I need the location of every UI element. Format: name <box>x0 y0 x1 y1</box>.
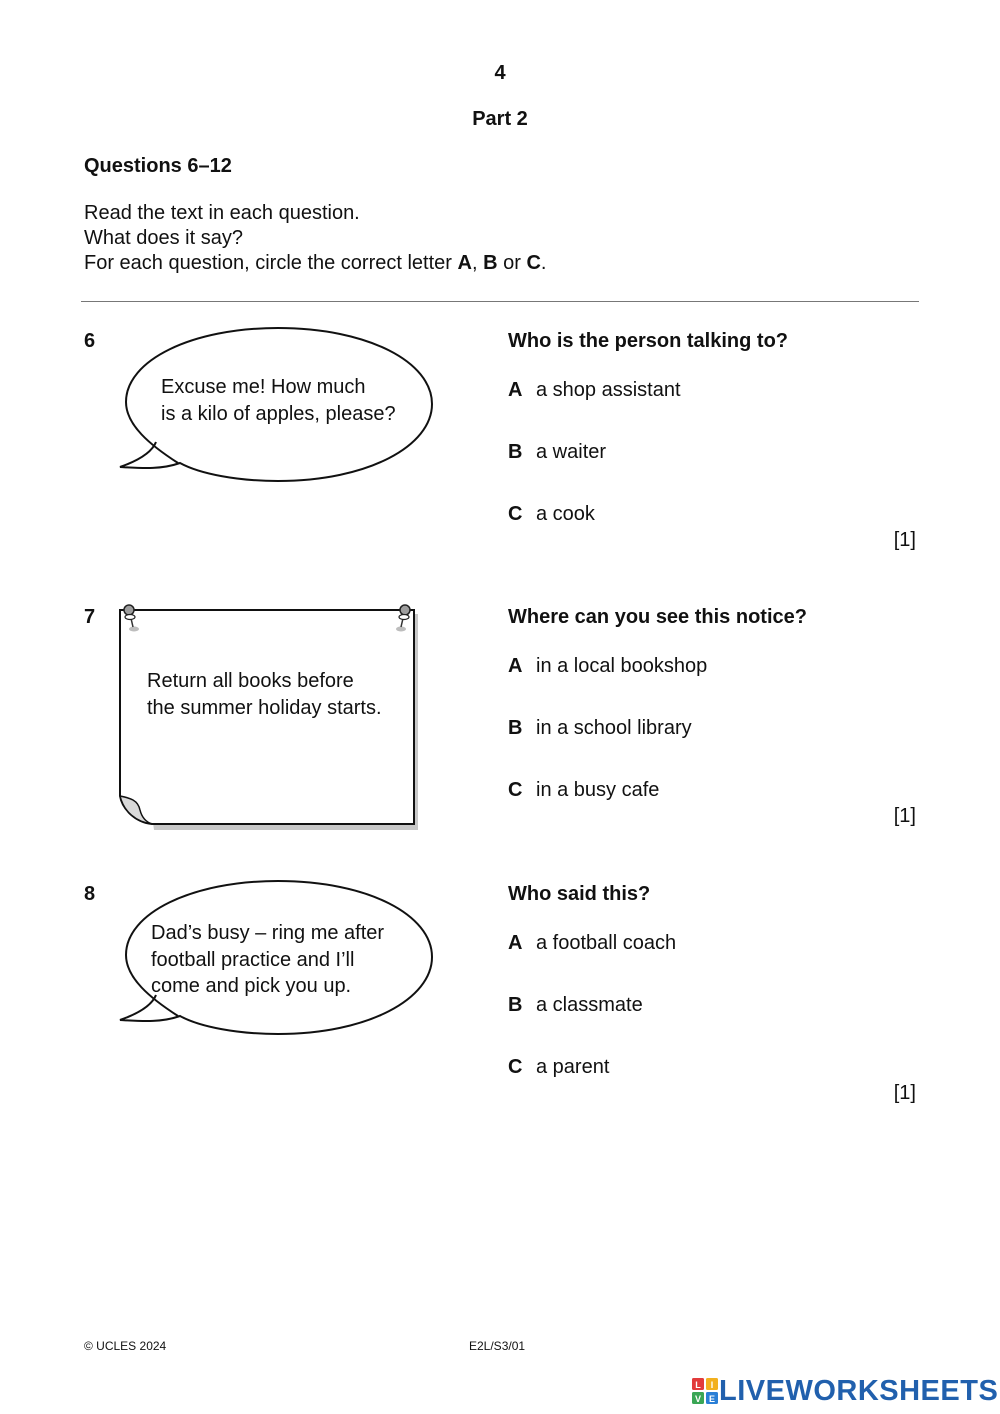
notice-line: the summer holiday starts. <box>147 696 382 719</box>
svg-text:V: V <box>694 1394 702 1404</box>
option-letter: C <box>508 1056 523 1078</box>
option-text: in a busy cafe <box>536 779 660 801</box>
option-letter: B <box>508 441 523 463</box>
option-7-a[interactable] <box>508 655 707 678</box>
footer-copyright: © UCLES 2024 <box>84 1339 167 1353</box>
option-text: a cook <box>536 503 595 525</box>
option-6-b[interactable] <box>508 441 606 464</box>
brand-name: LIVEWORKSHEETS <box>719 1374 999 1407</box>
bubble-line: is a kilo of apples, please? <box>161 402 396 425</box>
option-letter: A <box>508 379 523 401</box>
mark-6: [1] <box>893 529 916 551</box>
question-prompt-8: Who said this? <box>508 883 651 905</box>
option-letter: A <box>508 655 523 677</box>
page-number: 4 <box>494 62 506 84</box>
option-text: a football coach <box>536 932 677 954</box>
question-number-8: 8 <box>84 883 96 905</box>
question-number-7: 7 <box>84 606 96 628</box>
question-number-6: 6 <box>84 330 96 352</box>
option-letter: A <box>508 932 523 954</box>
section-divider <box>81 301 919 302</box>
instruction-line-2: What does it say? <box>84 227 243 249</box>
liveworksheets-tiles-icon <box>692 1378 718 1404</box>
question-prompt-6: Who is the person talking to? <box>508 330 788 352</box>
option-6-a[interactable] <box>508 379 681 402</box>
option-text: in a school library <box>536 717 692 739</box>
svg-text:L: L <box>695 1380 701 1390</box>
mark-8: [1] <box>893 1082 916 1104</box>
bubble-line: Excuse me! How much <box>161 376 366 398</box>
option-8-a[interactable] <box>508 932 676 955</box>
mark-7: [1] <box>893 805 916 827</box>
footer-code: E2L/S3/01 <box>469 1339 526 1353</box>
questions-heading: Questions 6–12 <box>84 155 232 177</box>
bubble-text-8 <box>151 920 384 1000</box>
svg-text:E: E <box>708 1394 716 1404</box>
option-6-c[interactable] <box>508 503 595 526</box>
option-letter: C <box>508 503 523 525</box>
bubble-text-6 <box>161 374 396 427</box>
option-7-b[interactable] <box>508 717 692 740</box>
instructions <box>84 201 546 276</box>
option-text: a waiter <box>536 441 607 463</box>
liveworksheets-logo[interactable] <box>692 1375 998 1407</box>
notice-line: Return all books before <box>147 670 354 692</box>
option-7-c[interactable] <box>508 779 659 802</box>
option-text: a classmate <box>536 994 643 1016</box>
option-letter: B <box>508 717 523 739</box>
notice-text-7 <box>147 668 382 721</box>
part-title: Part 2 <box>472 108 528 130</box>
question-prompt-7: Where can you see this notice? <box>508 606 807 628</box>
option-8-b[interactable] <box>508 994 643 1017</box>
instruction-line-3: For each question, circle the correct letter A, B or C. <box>84 252 547 274</box>
option-letter: B <box>508 994 523 1016</box>
bubble-line: come and pick you up. <box>151 975 352 997</box>
svg-text:I: I <box>710 1380 714 1390</box>
instruction-line-1: Read the text in each question. <box>84 202 360 224</box>
option-text: a parent <box>536 1056 610 1078</box>
option-8-c[interactable] <box>508 1056 609 1079</box>
bubble-line: Dad’s busy – ring me after <box>151 922 385 944</box>
option-text: in a local bookshop <box>536 655 708 677</box>
bubble-line: football practice and I’ll <box>151 948 355 971</box>
option-letter: C <box>508 779 523 801</box>
option-text: a shop assistant <box>536 379 681 401</box>
